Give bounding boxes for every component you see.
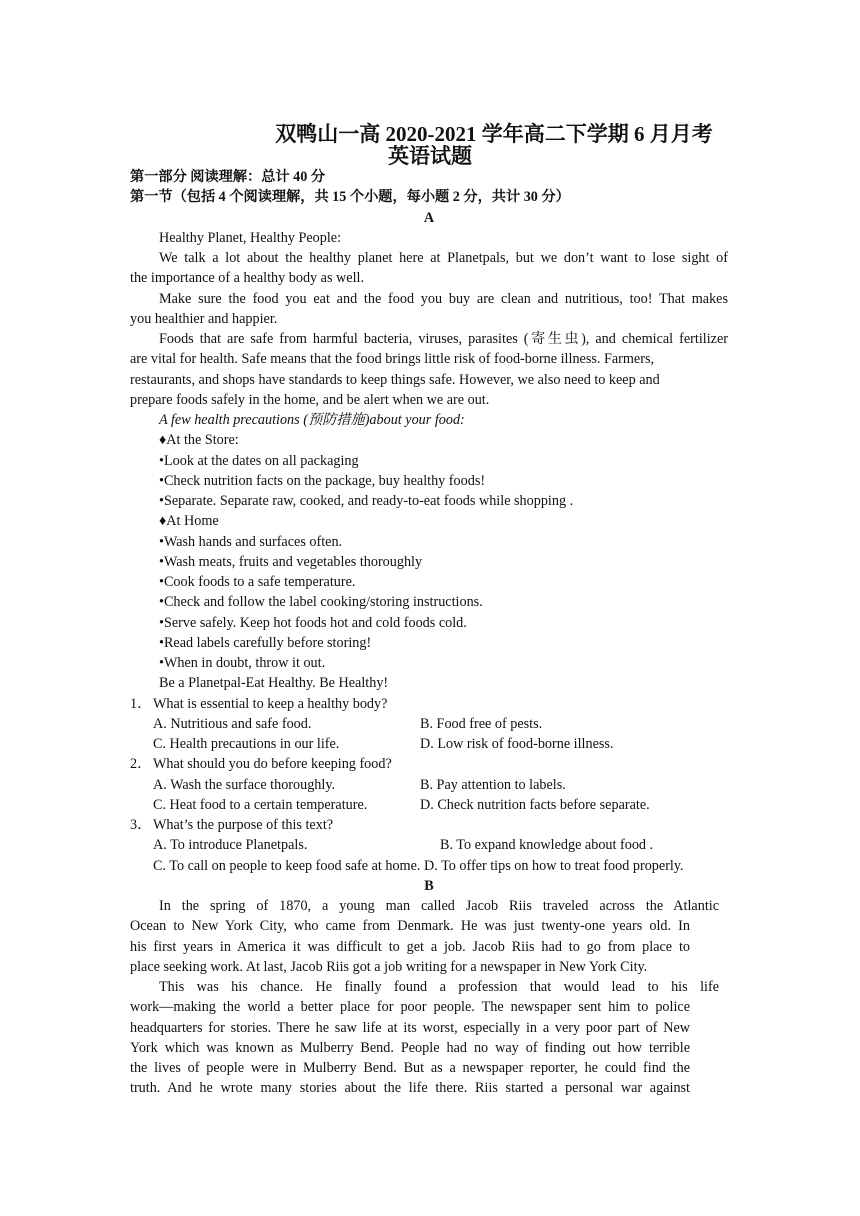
list-item: •Separate. Separate raw, cooked, and ready-to-eat foods while shopping . — [159, 493, 574, 509]
passage-b-line: his first years in America it was difficult to get a job. Jacob Riis had to go from place to — [130, 938, 690, 955]
question-text: What should you do before keeping food? — [153, 756, 392, 773]
passage-a-line: Foods that are safe from harmful bacteria, viruses, parasites (寄生虫), and chemical fertilizer — [159, 331, 728, 347]
list-item: •Serve safely. Keep hot foods hot and cold foods cold. — [159, 614, 467, 631]
passage-b-line: York which was known as Mulberry Bend. People had no way of finding out how terrible — [130, 1039, 690, 1056]
passage-a-line: We talk a lot about the healthy planet here at Planetpals, but we don’t want to lose sight of — [159, 250, 728, 266]
list-item: •Wash meats, fruits and vegetables thoroughly — [159, 553, 423, 570]
passage-b-line: Ocean to New York City, who came from Denmark. He was just twenty-one years old. In — [130, 918, 690, 935]
option-a: A. Wash the surface thoroughly. — [153, 776, 336, 793]
passage-a-line: are vital for health. Safe means that the food brings little risk of food-borne illness. Farmers, — [130, 351, 655, 368]
passage-a-line: Make sure the food you eat and the food you buy are clean and nutritious, too! That makes — [159, 290, 728, 307]
question-1-options-cd — [130, 734, 728, 754]
list-item: •Wash hands and surfaces often. — [159, 533, 343, 550]
option-d: D. Low risk of food-borne illness. — [420, 736, 614, 752]
exam-body — [130, 167, 728, 1099]
list-heading: ♦At Home — [159, 513, 219, 530]
option-b: B. Food free of pests. — [420, 715, 543, 732]
passage-b-line: place seeking work. At last, Jacob Riis got a job writing for a newspaper in New York City. — [130, 958, 648, 975]
passage-a-closing: Be a Planetpal-Eat Healthy. Be Healthy! — [159, 675, 389, 692]
question-number: 2． — [130, 756, 152, 773]
question-number: 3． — [130, 817, 152, 833]
passage-b-line: headquarters for stories. There he saw life at its worst, especially in a very poor part of New — [130, 1019, 690, 1036]
question-2-options-cd — [130, 795, 728, 815]
passage-b-line: This was his chance. He finally found a profession that would lead to his life — [159, 979, 719, 995]
passage-a-label: A — [423, 209, 435, 226]
precautions-heading: A few health precautions (预防措施)about your food: — [159, 412, 465, 428]
passage-b-line: the lives of people were in Mulberry Bend. But as a newspaper reporter, he could find the — [130, 1060, 690, 1076]
list-item: •Cook foods to a safe temperature. — [159, 574, 356, 590]
option-a: A. Nutritious and safe food. — [153, 715, 312, 732]
list-heading: ♦At the Store: — [159, 432, 239, 449]
passage-a-line: restaurants, and shops have standards to keep things safe. However, we also need to keep and — [130, 371, 660, 388]
passage-b-label: B — [424, 877, 434, 894]
option-d: D. Check nutrition facts before separate. — [420, 796, 650, 813]
question-3 — [130, 815, 728, 835]
page-subtitle: 英语试题 — [388, 144, 472, 168]
question-1-options-ab — [130, 714, 728, 734]
option-a: A. To introduce Planetpals. — [153, 837, 308, 854]
passage-b-line: work—making the world a better place for poor people. The newspaper sent him to police — [130, 999, 690, 1016]
option-c: C. Health precautions in our life. — [153, 736, 340, 752]
list-item: •Check and follow the label cooking/storing instructions. — [159, 594, 483, 611]
passage-a-line: prepare foods safely in the home, and be alert when we are out. — [130, 391, 490, 408]
list-item: •Check nutrition facts on the package, buy healthy foods! — [159, 472, 486, 489]
list-item: •Look at the dates on all packaging — [159, 452, 359, 469]
question-text: What is essential to keep a healthy body? — [153, 695, 388, 712]
list-item: •When in doubt, throw it out. — [159, 655, 326, 671]
option-b: B. To expand knowledge about food . — [440, 837, 654, 854]
passage-a-line: the importance of a healthy body as well. — [130, 270, 365, 287]
section-heading: 第一节（包括 4 个阅读理解，共 15 个小题，每小题 2 分，共计 30 分） — [130, 189, 570, 206]
question-1 — [130, 694, 728, 714]
passage-b-line: truth. And he wrote many stories about the life there. Riis started a personal war against — [130, 1080, 690, 1097]
question-3-options-cd: C. To call on people to keep food safe at home. D. To offer tips on how to treat food properly. — [153, 857, 684, 874]
question-3-options-ab — [130, 835, 728, 855]
list-item: •Read labels carefully before storing! — [159, 634, 372, 651]
question-2 — [130, 754, 728, 774]
option-b: B. Pay attention to labels. — [420, 776, 566, 793]
question-text: What’s the purpose of this text? — [153, 817, 334, 833]
passage-b-line: In the spring of 1870, a young man called Jacob Riis traveled across the Atlantic — [159, 898, 719, 914]
question-2-options-ab — [130, 775, 728, 795]
passage-a-line: you healthier and happier. — [130, 310, 278, 327]
question-number: 1． — [130, 695, 152, 712]
page-title: 双鸭山一高 2020-2021 学年高二下学期 6 月月考 — [275, 122, 713, 146]
passage-a-title: Healthy Planet, Healthy People: — [159, 229, 342, 246]
part-heading: 第一部分 阅读理解：总计 40 分 — [130, 169, 326, 185]
option-c: C. Heat food to a certain temperature. — [153, 796, 368, 813]
